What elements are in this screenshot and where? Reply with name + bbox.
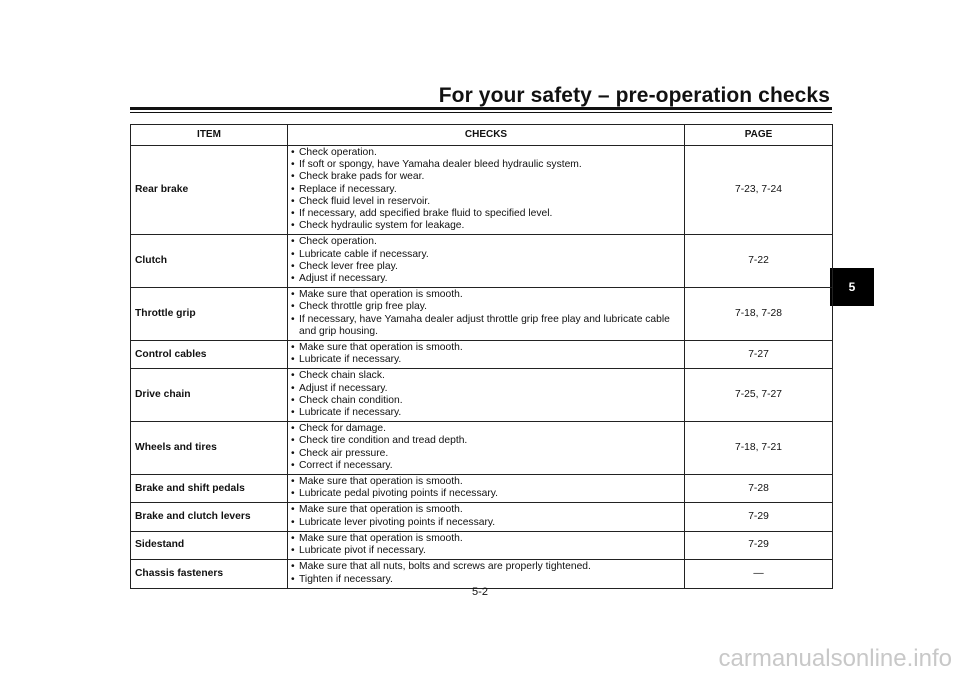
check-list [291, 503, 681, 530]
check-item: • Make sure that operation is smooth. [291, 504, 681, 516]
table-row [131, 288, 833, 341]
checks-cell [288, 560, 685, 588]
check-item: • Make sure that operation is smooth. [291, 342, 681, 354]
checks-cell [288, 422, 685, 475]
page-ref-cell: — [685, 560, 833, 588]
item-cell: Clutch [131, 235, 288, 288]
check-item: • Tighten if necessary. [291, 574, 681, 586]
page-title: For your safety – pre-operation checks [438, 84, 830, 107]
check-item: • Check for damage. [291, 423, 681, 435]
check-item: • Correct if necessary. [291, 460, 681, 472]
check-item: • Replace if necessary. [291, 184, 681, 196]
page-ref-cell: 7-25, 7-27 [685, 369, 833, 422]
check-list [291, 341, 681, 368]
item-cell: Brake and clutch levers [131, 503, 288, 531]
watermark-text: carmanualsonline.info [718, 645, 952, 672]
check-item: • Check chain condition. [291, 395, 681, 407]
column-header-item: ITEM [131, 125, 288, 146]
table-row [131, 475, 833, 503]
header-rule-thin [130, 112, 832, 113]
table-row [131, 422, 833, 475]
page-ref-cell: 7-28 [685, 475, 833, 503]
check-item: • Lubricate lever pivoting points if necessary. [291, 517, 681, 529]
page-number: 5-2 [472, 586, 488, 598]
chapter-tab: 5 [830, 268, 874, 306]
check-item: • Make sure that operation is smooth. [291, 476, 681, 488]
column-header-page: PAGE [685, 125, 833, 146]
check-item: • Adjust if necessary. [291, 273, 681, 285]
table-row [131, 560, 833, 588]
checks-cell [288, 341, 685, 369]
item-cell: Sidestand [131, 531, 288, 559]
check-item: • Check lever free play. [291, 261, 681, 273]
check-item: • Check chain slack. [291, 370, 681, 382]
check-item: • Check fluid level in reservoir. [291, 196, 681, 208]
table-row [131, 341, 833, 369]
page-ref-cell: 7-18, 7-28 [685, 288, 833, 341]
item-cell: Wheels and tires [131, 422, 288, 475]
check-item: • If soft or spongy, have Yamaha dealer bleed hydraulic system. [291, 159, 681, 171]
check-item: • Lubricate if necessary. [291, 407, 681, 419]
check-item: • Lubricate pivot if necessary. [291, 545, 681, 557]
check-item: • Check tire condition and tread depth. [291, 435, 681, 447]
check-list [291, 235, 681, 287]
check-item: • Make sure that all nuts, bolts and screws are properly tightened. [291, 561, 681, 573]
pre-operation-checks-table [130, 124, 833, 589]
check-item: • Check throttle grip free play. [291, 301, 681, 313]
check-item: • If necessary, have Yamaha dealer adjust throttle grip free play and lubricate cable and grip housing. [291, 314, 681, 338]
page-ref-cell: 7-29 [685, 503, 833, 531]
check-list [291, 475, 681, 502]
checks-cell [288, 288, 685, 341]
checks-cell [288, 503, 685, 531]
page-ref-cell: 7-23, 7-24 [685, 146, 833, 235]
check-list [291, 146, 681, 234]
table-row [131, 235, 833, 288]
checks-cell [288, 475, 685, 503]
check-item: • Adjust if necessary. [291, 383, 681, 395]
item-cell: Control cables [131, 341, 288, 369]
header-rule-thick [130, 107, 832, 110]
check-item: • Lubricate cable if necessary. [291, 249, 681, 261]
check-item: • Make sure that operation is smooth. [291, 533, 681, 545]
table-row [131, 146, 833, 235]
table-row [131, 369, 833, 422]
page-ref-cell: 7-22 [685, 235, 833, 288]
table-body [131, 146, 833, 589]
checks-cell [288, 531, 685, 559]
item-cell: Rear brake [131, 146, 288, 235]
check-list [291, 422, 681, 474]
page-ref-cell: 7-29 [685, 531, 833, 559]
check-item: • Lubricate pedal pivoting points if necessary. [291, 488, 681, 500]
check-item: • Check air pressure. [291, 448, 681, 460]
item-cell: Throttle grip [131, 288, 288, 341]
page-ref-cell: 7-27 [685, 341, 833, 369]
item-cell: Brake and shift pedals [131, 475, 288, 503]
table-row [131, 531, 833, 559]
check-item: • Make sure that operation is smooth. [291, 289, 681, 301]
checks-cell [288, 235, 685, 288]
item-cell: Drive chain [131, 369, 288, 422]
check-item: • Check brake pads for wear. [291, 171, 681, 183]
check-list [291, 369, 681, 421]
check-item: • Check hydraulic system for leakage. [291, 220, 681, 232]
check-list [291, 288, 681, 340]
check-item: • Lubricate if necessary. [291, 354, 681, 366]
check-list [291, 532, 681, 559]
checks-cell [288, 146, 685, 235]
page-ref-cell: 7-18, 7-21 [685, 422, 833, 475]
column-header-checks: CHECKS [288, 125, 685, 146]
item-cell: Chassis fasteners [131, 560, 288, 588]
checks-cell [288, 369, 685, 422]
table-row [131, 503, 833, 531]
check-item: • Check operation. [291, 147, 681, 159]
check-item: • If necessary, add specified brake fluid to specified level. [291, 208, 681, 220]
table-header-row [131, 125, 833, 146]
check-item: • Check operation. [291, 236, 681, 248]
check-list [291, 560, 681, 587]
